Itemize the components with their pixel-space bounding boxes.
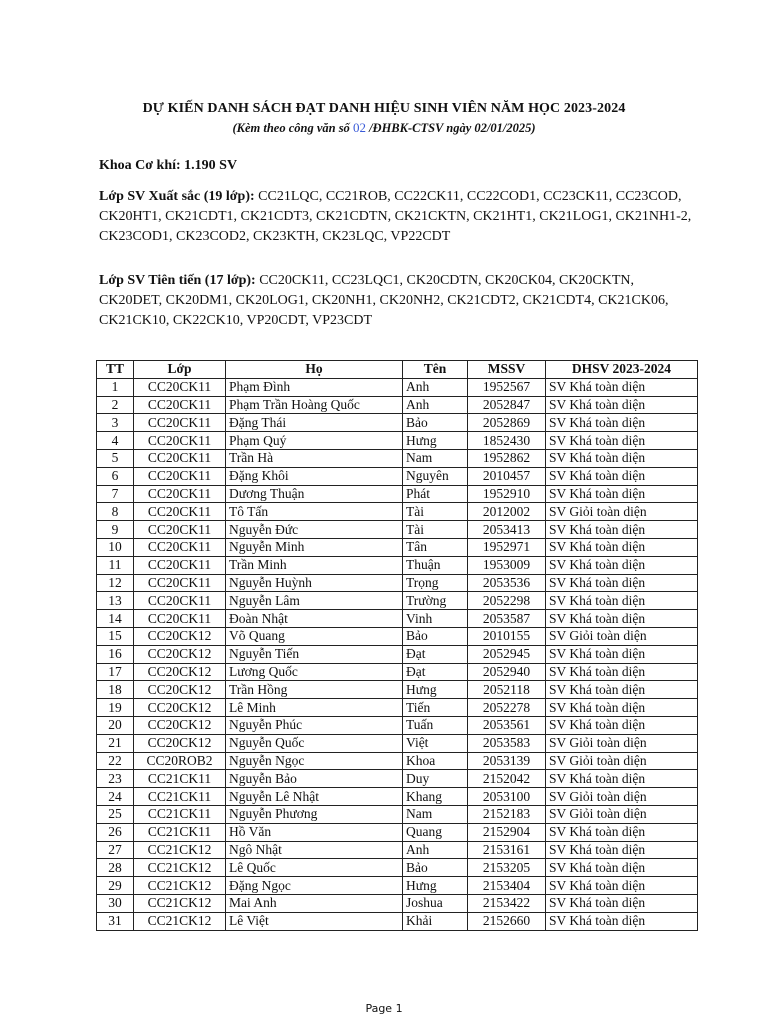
row-number: 17 (97, 663, 134, 681)
row-number: 29 (97, 877, 134, 895)
class-code: CC20CK12 (134, 716, 226, 734)
student-id: 2152904 (468, 823, 546, 841)
row-number: 23 (97, 770, 134, 788)
row-number: 15 (97, 627, 134, 645)
surname: Nguyễn Phúc (226, 716, 403, 734)
student-id: 2010155 (468, 627, 546, 645)
award-title: SV Khá toàn diện (546, 485, 698, 503)
surname: Nguyễn Đức (226, 521, 403, 539)
given-name: Khang (403, 788, 468, 806)
table-row (97, 503, 698, 521)
surname: Nguyễn Quốc (226, 734, 403, 752)
given-name: Đạt (403, 663, 468, 681)
award-title: SV Khá toàn diện (546, 894, 698, 912)
class-code: CC21CK12 (134, 877, 226, 895)
award-title: SV Khá toàn diện (546, 610, 698, 628)
table-row (97, 521, 698, 539)
excellent-classes-paragraph (99, 187, 699, 247)
surname: Nguyễn Bảo (226, 770, 403, 788)
row-number: 16 (97, 645, 134, 663)
student-id: 2010457 (468, 467, 546, 485)
row-number: 5 (97, 449, 134, 467)
row-number: 11 (97, 556, 134, 574)
award-title: SV Khá toàn diện (546, 414, 698, 432)
surname: Trần Hồng (226, 681, 403, 699)
student-id: 2053139 (468, 752, 546, 770)
subtitle-prefix: (Kèm theo công văn số (232, 121, 350, 135)
surname: Lê Quốc (226, 859, 403, 877)
class-code: CC20CK11 (134, 467, 226, 485)
header-lop: Lớp (134, 361, 226, 379)
given-name: Quang (403, 823, 468, 841)
table-row (97, 592, 698, 610)
table-row (97, 378, 698, 396)
surname: Nguyễn Ngọc (226, 752, 403, 770)
header-tt: TT (97, 361, 134, 379)
student-id: 2053536 (468, 574, 546, 592)
row-number: 25 (97, 805, 134, 823)
table-row (97, 467, 698, 485)
class-code: CC20CK12 (134, 645, 226, 663)
award-title: SV Khá toàn diện (546, 716, 698, 734)
class-code: CC20CK11 (134, 414, 226, 432)
given-name: Tài (403, 521, 468, 539)
student-id: 2153205 (468, 859, 546, 877)
award-title: SV Giỏi toàn diện (546, 752, 698, 770)
row-number: 21 (97, 734, 134, 752)
advanced-classes-list: CC20CK11, CC23LQC1, CK20CDTN, CK20CK04, CK20CKTN, CK20DET, CK20DM1, CK20LOG1, CK20NH1, CK20NH2, CK21CDT2, CK21CDT4, CK21CK06, CK21CK10, CK22CK10, VP20CDT, VP23CDT (99, 273, 669, 328)
class-code: CC20CK12 (134, 681, 226, 699)
given-name: Joshua (403, 894, 468, 912)
award-title: SV Khá toàn diện (546, 396, 698, 414)
given-name: Phát (403, 485, 468, 503)
table-row (97, 805, 698, 823)
award-title: SV Khá toàn diện (546, 378, 698, 396)
subtitle-suffix: /ĐHBK-CTSV ngày 02/01/2025) (369, 121, 536, 135)
given-name: Anh (403, 396, 468, 414)
student-id: 2152042 (468, 770, 546, 788)
class-code: CC20CK11 (134, 521, 226, 539)
class-code: CC20CK11 (134, 574, 226, 592)
row-number: 14 (97, 610, 134, 628)
surname: Nguyễn Minh (226, 538, 403, 556)
row-number: 27 (97, 841, 134, 859)
table-row (97, 574, 698, 592)
award-title: SV Giỏi toàn diện (546, 734, 698, 752)
row-number: 24 (97, 788, 134, 806)
award-title: SV Khá toàn diện (546, 699, 698, 717)
class-code: CC21CK12 (134, 841, 226, 859)
class-code: CC20CK11 (134, 396, 226, 414)
row-number: 30 (97, 894, 134, 912)
excellent-classes-lead: Lớp SV Xuất sắc (19 lớp): (99, 189, 255, 204)
given-name: Hưng (403, 877, 468, 895)
student-id: 2053561 (468, 716, 546, 734)
table-row (97, 663, 698, 681)
surname: Mai Anh (226, 894, 403, 912)
surname: Đặng Ngọc (226, 877, 403, 895)
advanced-classes-paragraph (99, 271, 699, 331)
award-title: SV Khá toàn diện (546, 912, 698, 930)
award-title: SV Khá toàn diện (546, 841, 698, 859)
surname: Nguyễn Phương (226, 805, 403, 823)
table-row (97, 681, 698, 699)
award-title: SV Giỏi toàn diện (546, 627, 698, 645)
student-id: 2052298 (468, 592, 546, 610)
row-number: 13 (97, 592, 134, 610)
surname: Nguyễn Lâm (226, 592, 403, 610)
table-row (97, 894, 698, 912)
header-dhsv: DHSV 2023-2024 (546, 361, 698, 379)
row-number: 26 (97, 823, 134, 841)
award-title: SV Giỏi toàn diện (546, 788, 698, 806)
student-id: 2052278 (468, 699, 546, 717)
given-name: Tân (403, 538, 468, 556)
award-title: SV Khá toàn diện (546, 663, 698, 681)
row-number: 9 (97, 521, 134, 539)
award-title: SV Giỏi toàn diện (546, 805, 698, 823)
row-number: 4 (97, 432, 134, 450)
given-name: Khoa (403, 752, 468, 770)
surname: Tô Tấn (226, 503, 403, 521)
student-id: 1953009 (468, 556, 546, 574)
table-row (97, 699, 698, 717)
given-name: Hưng (403, 432, 468, 450)
excellent-classes-list: CC21LQC, CC21ROB, CC22CK11, CC22COD1, CC23CK11, CC23COD, CK20HT1, CK21CDT1, CK21CDT3, CK21CDTN, CK21CKTN, CK21HT1, CK21LOG1, CK21NH1-2, CK23COD1, CK23COD2, CK23KTH, CK23LQC, VP22CDT (99, 189, 692, 244)
row-number: 19 (97, 699, 134, 717)
given-name: Trường (403, 592, 468, 610)
table-row (97, 770, 698, 788)
class-code: CC20CK11 (134, 378, 226, 396)
student-id: 1952971 (468, 538, 546, 556)
class-code: CC20CK12 (134, 627, 226, 645)
handwritten-number: 02 (352, 120, 366, 135)
student-id: 2153422 (468, 894, 546, 912)
table-row (97, 877, 698, 895)
class-code: CC20CK11 (134, 556, 226, 574)
surname: Đặng Khôi (226, 467, 403, 485)
given-name: Thuận (403, 556, 468, 574)
table-row (97, 645, 698, 663)
class-code: CC21CK12 (134, 894, 226, 912)
surname: Nguyễn Huỳnh (226, 574, 403, 592)
given-name: Nam (403, 805, 468, 823)
award-title: SV Khá toàn diện (546, 467, 698, 485)
class-code: CC21CK11 (134, 788, 226, 806)
student-id: 2153161 (468, 841, 546, 859)
award-title: SV Khá toàn diện (546, 592, 698, 610)
award-title: SV Khá toàn diện (546, 645, 698, 663)
given-name: Anh (403, 378, 468, 396)
table-row (97, 912, 698, 930)
surname: Dương Thuận (226, 485, 403, 503)
student-id: 2052847 (468, 396, 546, 414)
table-row (97, 610, 698, 628)
student-id: 2052945 (468, 645, 546, 663)
award-title: SV Khá toàn diện (546, 823, 698, 841)
given-name: Nguyên (403, 467, 468, 485)
header-mssv: MSSV (468, 361, 546, 379)
award-title: SV Khá toàn diện (546, 449, 698, 467)
class-code: CC20CK11 (134, 538, 226, 556)
table-row (97, 841, 698, 859)
given-name: Anh (403, 841, 468, 859)
student-id: 2053583 (468, 734, 546, 752)
row-number: 22 (97, 752, 134, 770)
given-name: Tuấn (403, 716, 468, 734)
award-title: SV Khá toàn diện (546, 538, 698, 556)
surname: Phạm Trần Hoàng Quốc (226, 396, 403, 414)
row-number: 20 (97, 716, 134, 734)
given-name: Bảo (403, 414, 468, 432)
given-name: Bảo (403, 627, 468, 645)
given-name: Duy (403, 770, 468, 788)
table-row (97, 627, 698, 645)
surname: Lê Việt (226, 912, 403, 930)
award-title: SV Giỏi toàn diện (546, 503, 698, 521)
class-code: CC21CK11 (134, 823, 226, 841)
table-row (97, 538, 698, 556)
surname: Ngô Nhật (226, 841, 403, 859)
given-name: Vinh (403, 610, 468, 628)
class-code: CC20CK11 (134, 592, 226, 610)
row-number: 12 (97, 574, 134, 592)
surname: Phạm Quý (226, 432, 403, 450)
class-code: CC20CK11 (134, 503, 226, 521)
student-id: 1852430 (468, 432, 546, 450)
table-row (97, 396, 698, 414)
surname: Trần Minh (226, 556, 403, 574)
faculty-heading: Khoa Cơ khí: 1.190 SV (99, 158, 238, 173)
row-number: 1 (97, 378, 134, 396)
table-row (97, 432, 698, 450)
row-number: 2 (97, 396, 134, 414)
student-id: 2152183 (468, 805, 546, 823)
student-table (96, 360, 698, 931)
class-code: CC21CK12 (134, 912, 226, 930)
row-number: 31 (97, 912, 134, 930)
row-number: 7 (97, 485, 134, 503)
surname: Hồ Văn (226, 823, 403, 841)
award-title: SV Khá toàn diện (546, 556, 698, 574)
class-code: CC21CK11 (134, 770, 226, 788)
student-id: 2052940 (468, 663, 546, 681)
award-title: SV Khá toàn diện (546, 574, 698, 592)
student-id: 2053413 (468, 521, 546, 539)
table-header-row (97, 361, 698, 379)
table-row (97, 449, 698, 467)
class-code: CC20ROB2 (134, 752, 226, 770)
award-title: SV Khá toàn diện (546, 877, 698, 895)
given-name: Nam (403, 449, 468, 467)
given-name: Hưng (403, 681, 468, 699)
given-name: Tài (403, 503, 468, 521)
table-row (97, 556, 698, 574)
surname: Võ Quang (226, 627, 403, 645)
table-row (97, 716, 698, 734)
student-id: 1952910 (468, 485, 546, 503)
given-name: Trọng (403, 574, 468, 592)
student-id: 2052118 (468, 681, 546, 699)
table-row (97, 734, 698, 752)
class-code: CC20CK11 (134, 449, 226, 467)
given-name: Việt (403, 734, 468, 752)
surname: Lương Quốc (226, 663, 403, 681)
document-subtitle (0, 120, 768, 136)
class-code: CC21CK11 (134, 805, 226, 823)
class-code: CC20CK11 (134, 485, 226, 503)
table-row (97, 752, 698, 770)
page-number: Page 1 (365, 1002, 403, 1015)
surname: Nguyễn Tiến (226, 645, 403, 663)
document-title: DỰ KIẾN DANH SÁCH ĐẠT DANH HIỆU SINH VIÊN NĂM HỌC 2023-2024 (142, 101, 626, 116)
student-id: 2153404 (468, 877, 546, 895)
surname: Phạm Đình (226, 378, 403, 396)
row-number: 28 (97, 859, 134, 877)
surname: Đặng Thái (226, 414, 403, 432)
class-code: CC20CK11 (134, 432, 226, 450)
row-number: 18 (97, 681, 134, 699)
given-name: Bảo (403, 859, 468, 877)
student-id: 2012002 (468, 503, 546, 521)
surname: Trần Hà (226, 449, 403, 467)
class-code: CC20CK12 (134, 663, 226, 681)
row-number: 6 (97, 467, 134, 485)
award-title: SV Khá toàn diện (546, 770, 698, 788)
given-name: Tiến (403, 699, 468, 717)
class-code: CC21CK12 (134, 859, 226, 877)
award-title: SV Khá toàn diện (546, 859, 698, 877)
advanced-classes-lead: Lớp SV Tiên tiến (17 lớp): (99, 273, 256, 288)
row-number: 8 (97, 503, 134, 521)
table-row (97, 788, 698, 806)
table-row (97, 485, 698, 503)
class-code: CC20CK12 (134, 699, 226, 717)
surname: Nguyễn Lê Nhật (226, 788, 403, 806)
header-ten: Tên (403, 361, 468, 379)
row-number: 10 (97, 538, 134, 556)
row-number: 3 (97, 414, 134, 432)
student-id: 1952862 (468, 449, 546, 467)
table-row (97, 414, 698, 432)
surname: Đoàn Nhật (226, 610, 403, 628)
table-row (97, 859, 698, 877)
class-code: CC20CK11 (134, 610, 226, 628)
given-name: Khải (403, 912, 468, 930)
header-ho: Họ (226, 361, 403, 379)
surname: Lê Minh (226, 699, 403, 717)
award-title: SV Khá toàn diện (546, 432, 698, 450)
student-id: 2052869 (468, 414, 546, 432)
given-name: Đạt (403, 645, 468, 663)
student-id: 2152660 (468, 912, 546, 930)
student-id: 1952567 (468, 378, 546, 396)
student-id: 2053587 (468, 610, 546, 628)
student-id: 2053100 (468, 788, 546, 806)
class-code: CC20CK12 (134, 734, 226, 752)
award-title: SV Khá toàn diện (546, 681, 698, 699)
table-row (97, 823, 698, 841)
award-title: SV Khá toàn diện (546, 521, 698, 539)
